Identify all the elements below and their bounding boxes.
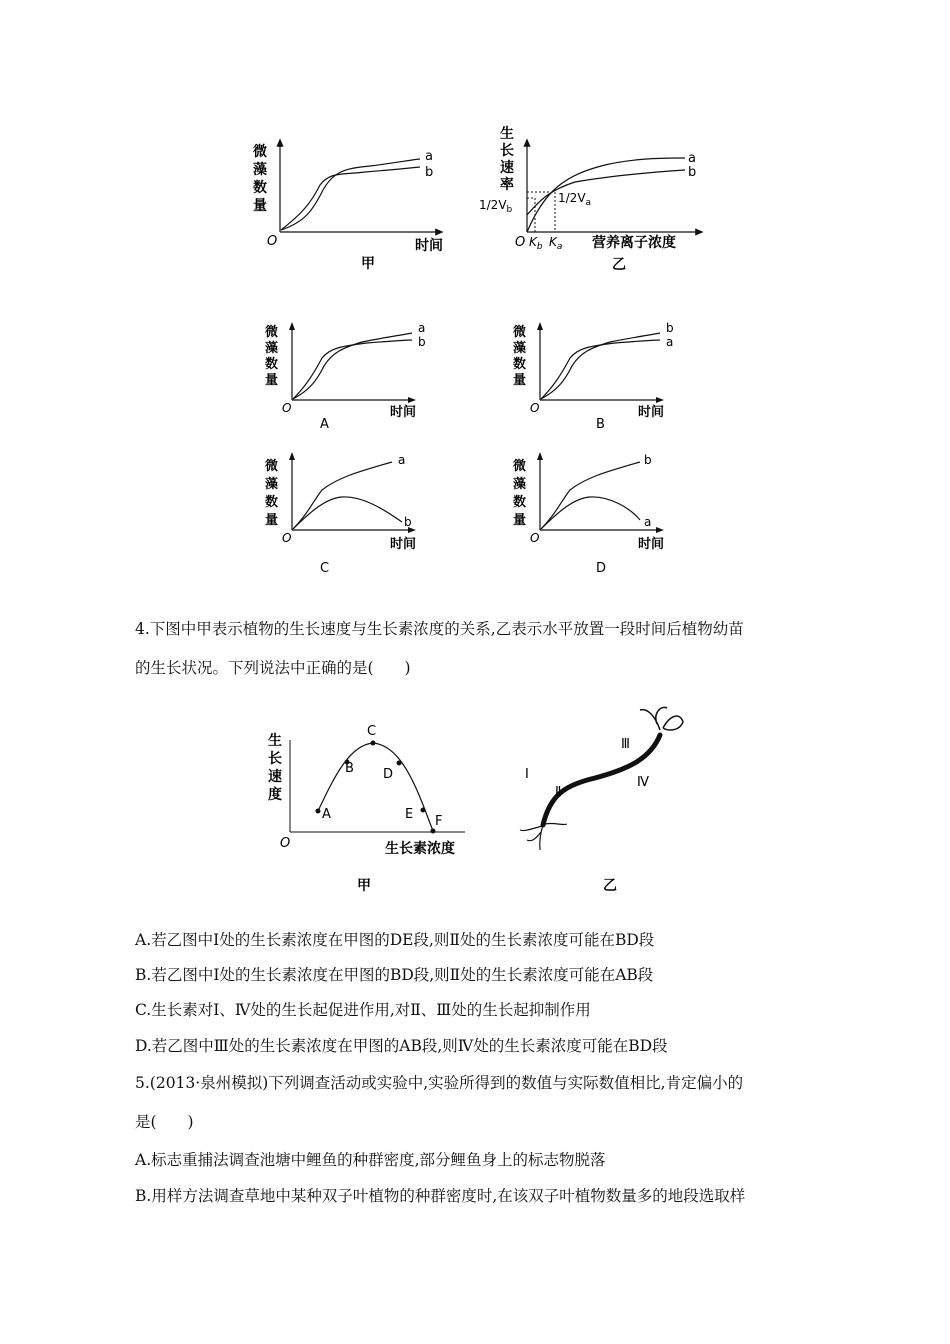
q4-figure-jia-auxin [265,715,480,895]
svg-text:Ⅱ: Ⅱ [555,785,562,800]
curve-b-label: b [688,165,697,180]
curve-lower [541,340,660,399]
figure-yi-growth-rate [475,120,710,275]
curve-b [527,170,685,215]
svg-text:度: 度 [268,787,282,803]
svg-text:O: O [530,401,540,415]
svg-text:速: 速 [500,160,514,176]
svg-text:a: a [418,321,426,335]
curve-hump [293,497,402,529]
half-va-label: $1/2V_a$ [558,191,592,208]
svg-text:E: E [405,807,414,822]
curve-a-label: a [425,149,433,164]
q5-option-a: A.标志重捕法调查池塘中鲤鱼的种群密度,部分鲤鱼身上的标志物脱落 [135,1151,606,1169]
curve-b [281,167,420,230]
q4-option-a: A.若乙图中Ⅰ处的生长素浓度在甲图的DE段,则Ⅱ处的生长素浓度可能在BD段 [135,931,655,949]
svg-text:生: 生 [500,126,514,142]
curve-upper [541,333,660,399]
svg-text:生长素浓度: 生长素浓度 [385,841,455,857]
option-graph-a [262,318,442,433]
svg-text:F: F [435,814,443,829]
svg-text:b: b [666,321,674,335]
svg-text:B: B [345,761,354,776]
figure-caption: 乙 [603,878,617,894]
q4-figure-yi-seedling [505,700,720,895]
svg-text:长: 长 [268,751,282,767]
option-letter: D [596,561,607,576]
svg-text:数: 数 [253,180,267,196]
figure-caption: 甲 [361,256,375,272]
q4-stem-line2: 的生长状况。下列说法中正确的是( ) [135,659,411,677]
svg-text:数: 数 [513,357,527,372]
origin-label: O [267,234,278,249]
kb-label: $K_b$ [529,235,543,252]
svg-text:O: O [280,836,291,851]
svg-text:数: 数 [513,495,527,510]
svg-text:微: 微 [265,325,279,340]
svg-text:生: 生 [268,733,282,749]
curve-rising [541,462,640,529]
curve-lower [293,340,412,399]
x-axis-label: 时间 [415,238,443,254]
svg-text:a: a [644,515,652,529]
svg-text:率: 率 [500,177,514,193]
svg-text:b: b [404,515,412,529]
svg-text:微: 微 [513,325,527,340]
option-graph-b [510,318,690,433]
curve-upper [293,333,412,399]
svg-text:a: a [398,453,406,467]
svg-text:数: 数 [265,495,279,510]
svg-text:b: b [418,335,426,349]
seedling-leaves-icon [640,707,683,730]
option-letter: A [320,417,329,432]
svg-text:时间: 时间 [390,537,417,552]
q4-option-d: D.若乙图中Ⅲ处的生长素浓度在甲图的AB段,则Ⅳ处的生长素浓度可能在BD段 [135,1037,668,1055]
curve-rising [293,462,392,529]
svg-text:O: O [282,401,292,415]
origin-label: O [515,235,526,250]
q4-stem-line1: 4.下图中甲表示植物的生长速度与生长素浓度的关系,乙表示水平放置一段时间后植物幼苗 [135,620,744,638]
svg-text:数: 数 [265,357,279,372]
svg-text:藻: 藻 [265,341,279,356]
option-graph-d [510,450,690,578]
curve-a-label: a [688,151,696,166]
svg-text:Ⅰ: Ⅰ [525,767,529,782]
svg-text:O: O [530,531,540,545]
svg-text:量: 量 [265,513,279,528]
svg-text:量: 量 [513,373,527,388]
svg-text:a: a [666,335,674,349]
half-vb-label: $1/2V_b$ [479,198,513,215]
ka-label: $K_a$ [549,235,563,252]
svg-text:Ⅲ: Ⅲ [621,737,630,752]
svg-text:Ⅳ: Ⅳ [637,775,649,790]
q5-stem-line1: 5.(2013·泉州模拟)下列调查活动或实验中,实验所得到的数值与实际数值相比,肯定偏小的 [135,1074,744,1092]
option-letter: B [596,417,605,432]
svg-text:b: b [644,453,652,467]
curve-b-label: b [425,165,434,180]
figure-jia-microalgae [245,130,475,275]
curve-a [281,159,420,230]
svg-text:时间: 时间 [638,537,665,552]
svg-text:微: 微 [513,459,527,474]
option-graph-c [262,450,442,578]
q5-option-b: B.用样方法调查草地中某种双子叶植物的种群密度时,在该双子叶植物数量多的地段选取样 [135,1187,746,1205]
svg-text:C: C [367,724,377,739]
x-axis-label: 营养离子浓度 [592,235,676,251]
figure-caption: 甲 [357,878,371,894]
svg-text:藻: 藻 [513,341,527,356]
option-letter: C [320,561,330,576]
svg-text:量: 量 [265,373,279,388]
q5-stem-line2: 是( ) [135,1113,194,1131]
svg-text:长: 长 [500,143,514,159]
svg-text:微: 微 [253,144,267,160]
figure-caption: 乙 [612,257,626,273]
svg-text:时间: 时间 [638,405,665,420]
curve-a [527,158,685,232]
q4-option-b: B.若乙图中Ⅰ处的生长素浓度在甲图的BD段,则Ⅱ处的生长素浓度可能在AB段 [135,966,654,984]
svg-text:藻: 藻 [253,162,267,178]
svg-text:时间: 时间 [390,405,417,420]
y-axis-label [253,143,267,214]
svg-text:藻: 藻 [513,477,527,492]
svg-text:速: 速 [268,769,282,785]
svg-text:微: 微 [265,459,279,474]
q4-option-c: C.生长素对Ⅰ、Ⅳ处的生长起促进作用,对Ⅱ、Ⅲ处的生长起抑制作用 [135,1001,591,1019]
svg-text:藻: 藻 [265,477,279,492]
svg-text:D: D [383,767,394,782]
svg-text:量: 量 [253,198,267,214]
curve-hump [541,497,640,529]
svg-text:O: O [282,531,292,545]
growth-curve [318,743,433,831]
svg-text:量: 量 [513,513,527,528]
svg-text:A: A [322,807,331,822]
y-axis-label [500,125,514,193]
